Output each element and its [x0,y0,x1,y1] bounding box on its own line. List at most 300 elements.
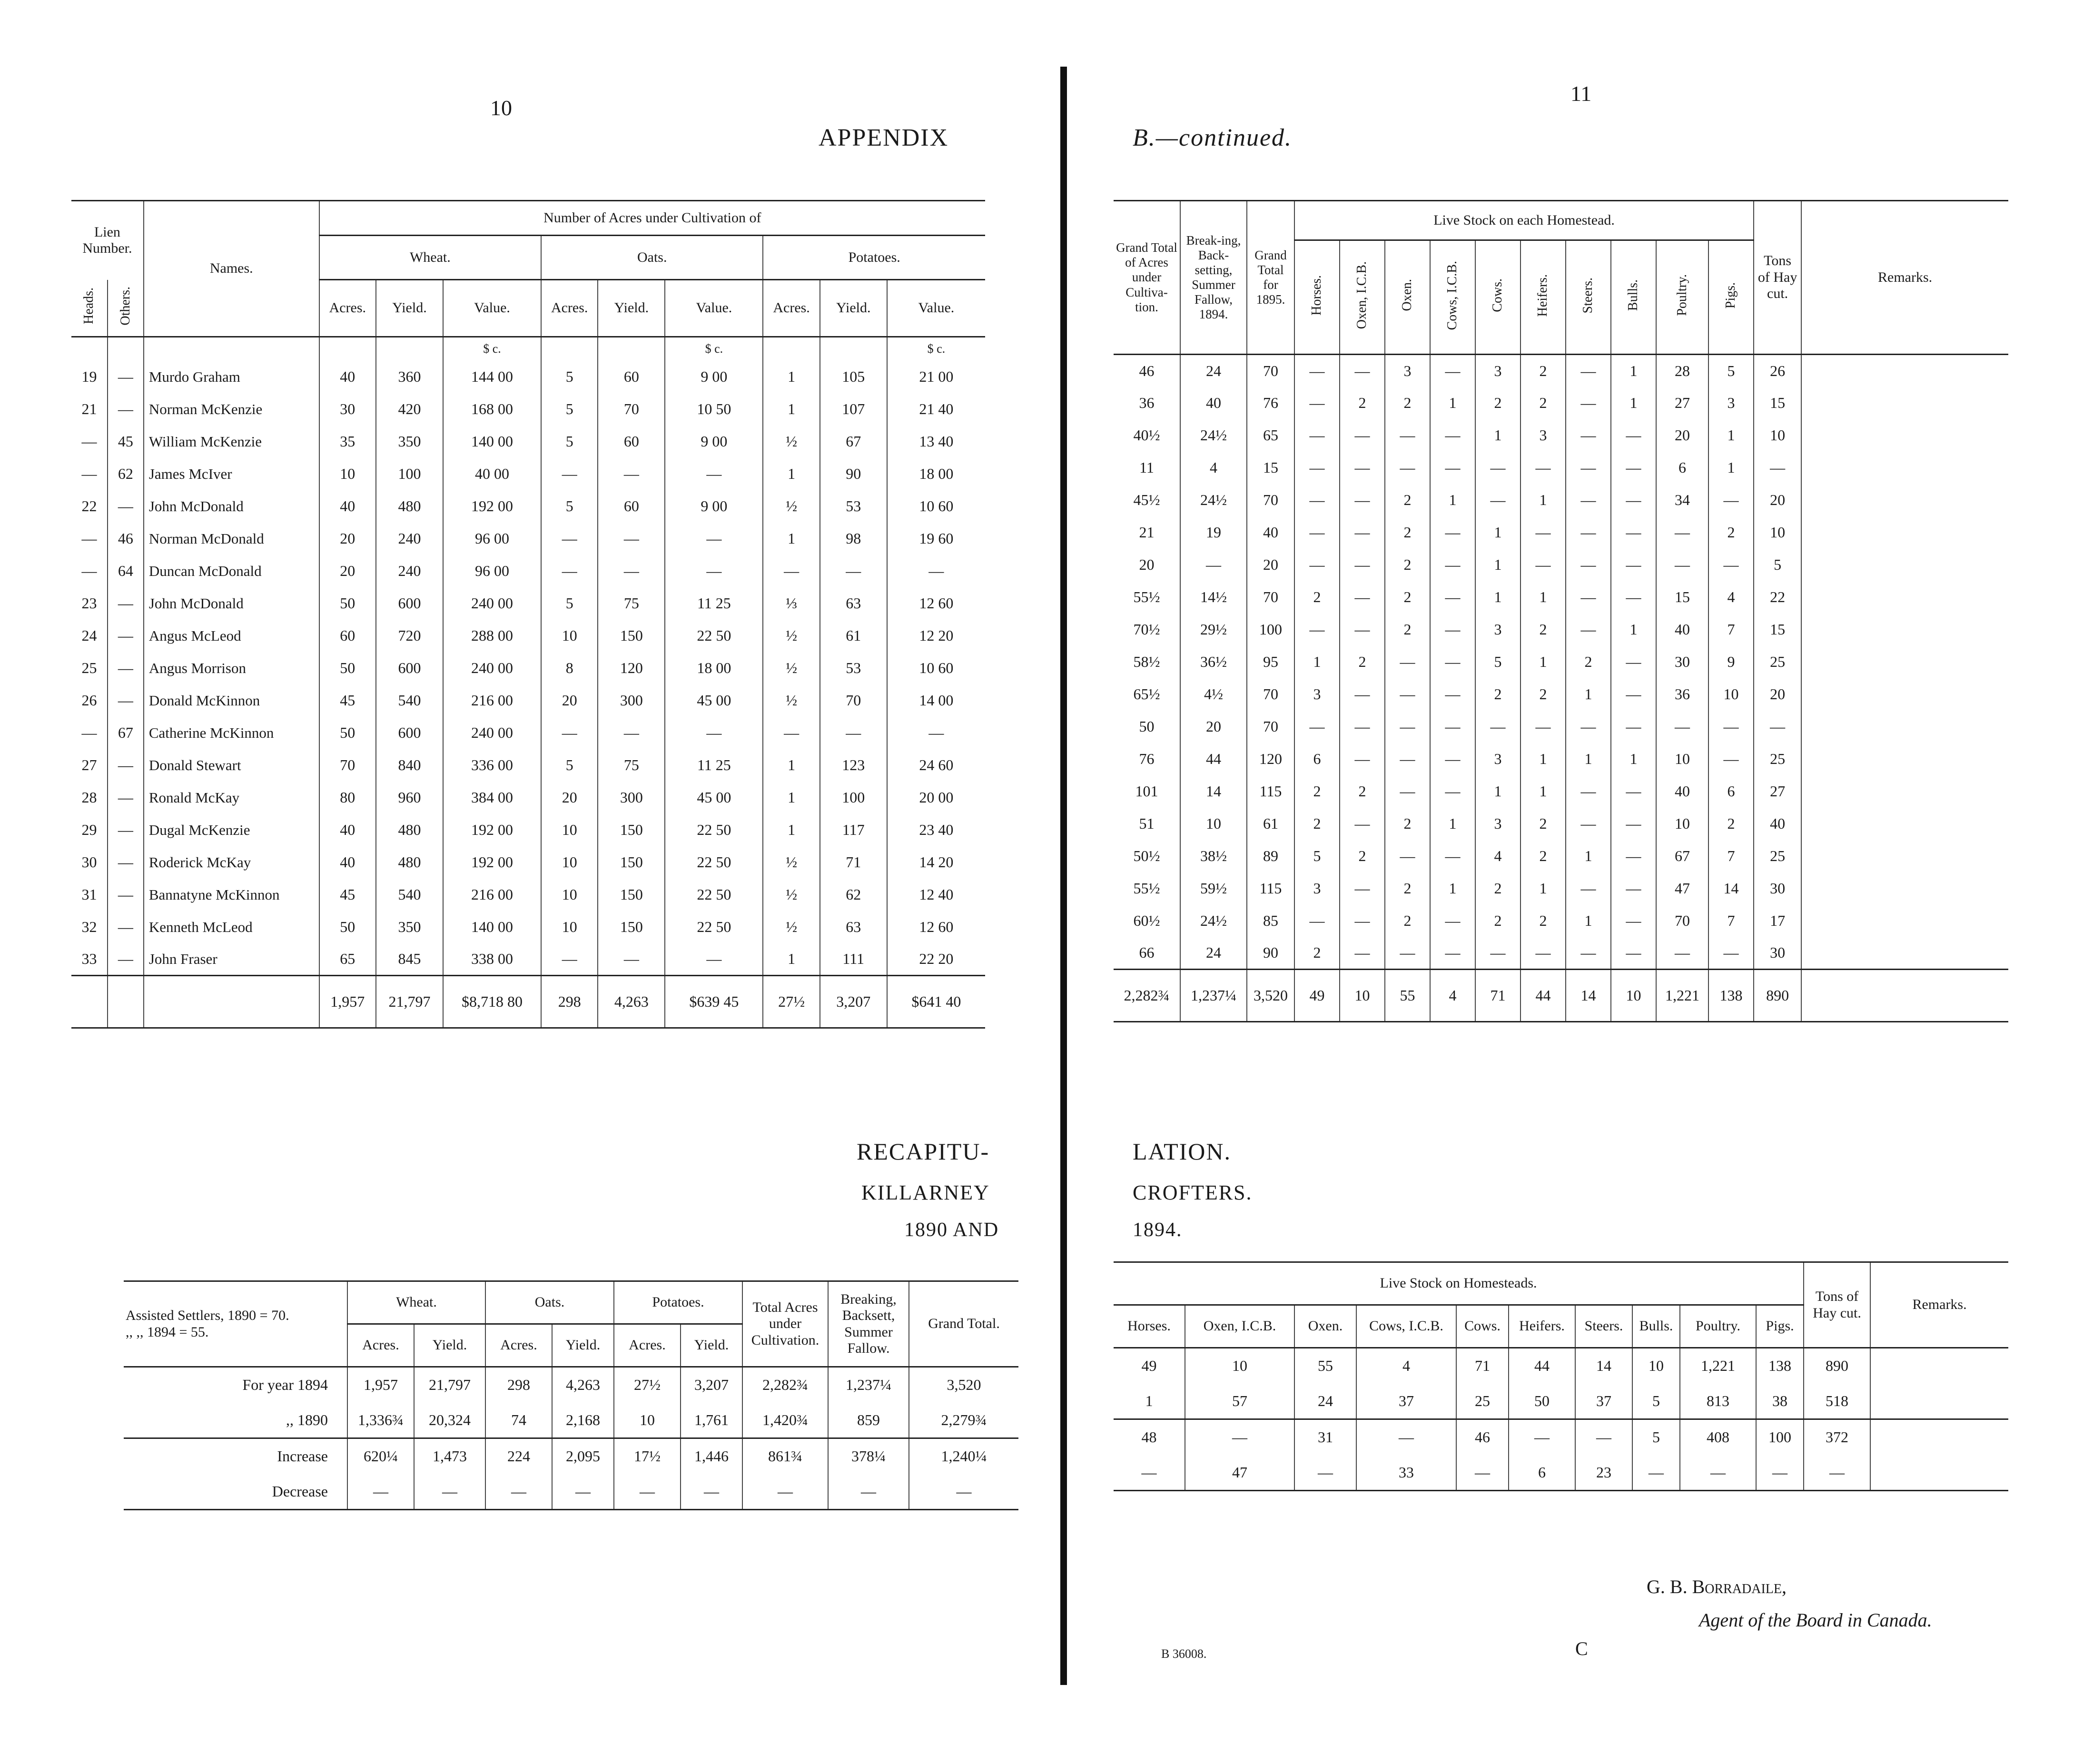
oats-value-cell: 9 00 [665,426,763,458]
data-cell: — [1611,775,1656,808]
data-cell: 1 [1475,775,1520,808]
data-cell: 60½ [1114,905,1180,937]
recap-cell: — [614,1474,681,1510]
total-cell: 14 [1566,970,1611,1022]
data-cell: — [1340,614,1385,646]
recap-stock-column-header: Cows, I.C.B. [1356,1305,1456,1348]
data-cell: — [1475,711,1520,743]
data-cell: 2 [1385,581,1430,614]
recap-wheat-yield: Yield. [414,1324,485,1367]
table-row [1114,484,2008,516]
others-cell: 64 [108,555,144,587]
oats-acres-cell: 8 [541,652,598,684]
data-cell: 100 [1247,614,1294,646]
potatoes-value-cell: 22 20 [919,950,954,968]
data-cell: 11 [1114,452,1180,484]
recap-cell: 372 [1804,1419,1870,1455]
data-cell: 2 [1475,678,1520,711]
recap-cell: — [1294,1455,1356,1491]
data-cell: 14 [1180,775,1247,808]
data-cell: 120 [1247,743,1294,775]
oats-value-header: Value. [665,280,763,337]
data-cell: 76 [1247,387,1294,419]
potatoes-acres-cell: 1 [763,943,819,976]
data-cell: — [1430,614,1475,646]
page-number: 10 [490,96,512,120]
potatoes-acres-cell: 1 [763,782,819,814]
recap-oats-acres: Acres. [485,1324,552,1367]
wheat-value-cell: 216 00 [443,879,541,911]
data-cell: 28 [1656,355,1708,387]
wheat-yield-cell: 600 [376,652,443,684]
data-cell: 61 [1247,808,1294,840]
data-cell: 1 [1430,484,1475,516]
heads-cell: 23 [71,587,108,620]
recap-cell: 2,168 [552,1403,614,1438]
remarks-cell [1801,355,2008,387]
data-cell: — [1385,711,1430,743]
wheat-header: Wheat. [319,236,541,280]
data-cell: 20 [1180,711,1247,743]
others-cell: — [108,846,144,879]
homestead-table-right [1114,200,2008,1022]
table-row [1114,355,2008,387]
signatory-name: G. B. Borradaile, [1647,1576,1787,1597]
recap-cell: 3,207 [681,1367,742,1403]
remarks-cell [1801,549,2008,581]
wheat-acres-cell: 50 [319,652,376,684]
potatoes-value-cell: — [928,562,944,579]
total-cell: 138 [1708,970,1754,1022]
potatoes-value-header: Value. [918,300,955,316]
recap-cell: 620¼ [347,1438,414,1474]
recap-cell: — [1756,1455,1804,1491]
data-cell: — [1430,646,1475,678]
wheat-acres-cell: 30 [319,393,376,426]
data-cell: — [1385,678,1430,711]
table-row [71,684,985,717]
wheat-acres-cell: 50 [319,717,376,749]
heads-cell: 27 [71,749,108,782]
data-cell: 10 [1754,516,1801,549]
others-cell: — [108,684,144,717]
data-cell: — [1294,355,1340,387]
oats-value-cell: 22 50 [665,620,763,652]
recap-cell: 33 [1356,1455,1456,1491]
data-cell: 50½ [1114,840,1180,872]
continued-heading: B.—continued. [1133,124,1293,151]
recap-cell: 138 [1756,1348,1804,1384]
data-cell: — [1430,516,1475,549]
oats-yield-cell: 70 [598,393,665,426]
data-cell: 2 [1520,840,1566,872]
wheat-acres-header: Acres. [319,280,376,337]
wheat-acres-cell: 20 [319,555,376,587]
data-cell: — [1566,872,1611,905]
data-cell: — [1430,840,1475,872]
data-cell: 27 [1656,387,1708,419]
data-cell: 1 [1708,452,1754,484]
data-cell: 2 [1385,549,1430,581]
name-cell: John Fraser [144,943,319,976]
data-cell: 2 [1385,905,1430,937]
potatoes-acres-cell: 1 [763,361,819,393]
data-cell: 20 [1656,419,1708,452]
data-cell: — [1611,808,1656,840]
right-page [1076,0,2093,1764]
potatoes-yield-cell: 53 [820,652,887,684]
table-row [71,782,985,814]
settlers-1894: ,, ,, 1894 = 55. [126,1324,209,1340]
data-cell: — [1340,743,1385,775]
data-cell: 2 [1385,516,1430,549]
recap-cell: 2,095 [552,1438,614,1474]
data-cell: 20 [1114,549,1180,581]
recap-cell: 1,240¼ [941,1447,987,1465]
data-cell: 15 [1247,452,1294,484]
oats-acres-cell: 20 [541,782,598,814]
wheat-acres-cell: 60 [319,620,376,652]
oats-acres-header: Acres. [541,280,598,337]
data-cell: 4 [1708,581,1754,614]
data-cell: 3 [1520,419,1566,452]
data-cell: 30 [1754,872,1801,905]
data-cell: 1 [1430,387,1475,419]
data-cell: — [1430,711,1475,743]
data-cell: 2 [1475,905,1520,937]
oats-acres-cell: 10 [541,911,598,943]
total-cell: 890 [1754,970,1801,1022]
total-cell: 2,282¾ [1114,970,1180,1022]
others-cell: 45 [108,426,144,458]
page-spine [1060,67,1067,1685]
recap-cell: 10 [1632,1348,1680,1384]
data-cell: 2 [1520,905,1566,937]
recap-years-right: 1894. [1133,1219,1183,1241]
potatoes-acres-cell: ½ [763,620,819,652]
table-row [71,490,985,523]
recap-cell: 2,282¾ [742,1367,828,1403]
table-row [71,393,985,426]
wheat-acres-cell: 40 [319,361,376,393]
data-cell: 70 [1247,581,1294,614]
wheat-value-cell: 192 00 [443,814,541,846]
table-row [1114,614,2008,646]
remarks-cell [1801,614,2008,646]
data-cell: 10 [1708,678,1754,711]
data-cell: 2 [1708,808,1754,840]
data-cell: 2 [1475,872,1520,905]
total-cell: 49 [1294,970,1340,1022]
table-row [71,523,985,555]
data-cell: — [1430,419,1475,452]
potatoes-yield-cell: 105 [820,361,887,393]
data-cell: — [1340,355,1385,387]
data-cell: 65 [1247,419,1294,452]
recap-cell: 14 [1575,1348,1632,1384]
data-cell: — [1385,419,1430,452]
remarks-cell [1801,581,2008,614]
oats-acres-cell: — [541,943,598,976]
recap-stock-column-header: Cows. [1456,1305,1509,1348]
data-cell: 25 [1754,840,1801,872]
others-cell: — [108,911,144,943]
data-cell: 50 [1114,711,1180,743]
recap-cell: 408 [1680,1419,1756,1455]
wheat-yield-cell: 600 [376,587,443,620]
recap-cell: 1,420¾ [742,1403,828,1438]
signature-mark: C [1575,1638,1588,1659]
data-cell: 1 [1475,419,1520,452]
data-cell: 2 [1385,387,1430,419]
potatoes-value-cell: 21 00 [919,368,954,385]
data-cell: 2 [1520,355,1566,387]
oats-acres-cell: 10 [541,814,598,846]
recap-cell: 859 [828,1403,909,1438]
data-cell: — [1611,872,1656,905]
data-cell: 1 [1430,808,1475,840]
recap-oats-header: Oats. [485,1281,614,1324]
heads-cell: 31 [71,879,108,911]
recap-cell: 1,957 [347,1367,414,1403]
data-cell: 10 [1180,808,1247,840]
data-cell: — [1294,419,1340,452]
heads-cell: 21 [71,393,108,426]
table-row [71,717,985,749]
data-cell: 7 [1708,905,1754,937]
data-cell: — [1708,937,1754,970]
wheat-yield-cell: 960 [376,782,443,814]
wheat-yield-cell: 480 [376,846,443,879]
recap-potatoes-header: Potatoes. [614,1281,742,1324]
data-cell: — [1340,711,1385,743]
data-cell: 59½ [1180,872,1247,905]
name-cell: Donald Stewart [144,749,319,782]
data-cell: 3 [1708,387,1754,419]
potatoes-value-cell: — [928,724,944,741]
table-row [71,814,985,846]
wheat-acres-cell: 70 [319,749,376,782]
recap-cell: 2,279¾ [941,1411,987,1428]
data-cell: — [1656,711,1708,743]
potatoes-acres-cell: 1 [763,814,819,846]
data-cell: 15 [1754,387,1801,419]
recap-row [124,1438,1018,1474]
grand-total-cultivation-header: Grand Total of Acres under Cultiva-tion. [1114,201,1180,355]
data-cell: — [1520,711,1566,743]
data-cell: 70½ [1114,614,1180,646]
name-cell: Norman McDonald [144,523,319,555]
wheat-value-cell: 168 00 [443,393,541,426]
data-cell: 2 [1708,516,1754,549]
remarks-cell [1801,516,2008,549]
total-cell: 10 [1340,970,1385,1022]
data-cell: 70 [1247,355,1294,387]
heads-cell: 29 [71,814,108,846]
oats-yield-cell: — [598,523,665,555]
recap-cell: 27½ [614,1367,681,1403]
recap-cell: — [1356,1419,1456,1455]
data-cell: — [1340,452,1385,484]
data-cell: 38½ [1180,840,1247,872]
recap-title-right: LATION. [1133,1138,1232,1165]
wheat-value-cell: 288 00 [443,620,541,652]
oats-yield-cell: 150 [598,846,665,879]
recap-cell: 3,520 [947,1376,981,1394]
data-cell: — [1656,937,1708,970]
potatoes-yield-cell: 63 [820,911,887,943]
data-cell: 55½ [1114,581,1180,614]
data-cell: 4 [1475,840,1520,872]
wheat-value-cell: 140 00 [443,911,541,943]
others-cell: — [108,393,144,426]
potatoes-yield-cell: 98 [820,523,887,555]
data-cell: 2 [1520,678,1566,711]
table-row [71,361,985,393]
heads-cell: — [71,717,108,749]
data-cell: — [1430,452,1475,484]
wheat-value-cell: 240 00 [443,717,541,749]
data-cell: 1 [1566,905,1611,937]
data-cell: 1 [1611,743,1656,775]
recap-cell: — [1185,1419,1294,1455]
data-cell: — [1430,905,1475,937]
data-cell: 2 [1520,614,1566,646]
table-row [71,587,985,620]
data-cell: 44 [1180,743,1247,775]
recap-cell: 25 [1456,1384,1509,1419]
recap-row-label: ,, 1890 [124,1403,347,1438]
recap-cell: 1,473 [414,1438,485,1474]
data-cell: 20 [1754,484,1801,516]
wheat-acres-cell: 45 [319,879,376,911]
recap-cell: 813 [1680,1384,1756,1419]
wheat-yield-cell: 480 [376,814,443,846]
heads-cell: 22 [71,490,108,523]
oats-value-cell: 18 00 [665,652,763,684]
remarks-cell [1870,1348,2008,1384]
recap-row [1114,1455,2008,1491]
recap-cell: 50 [1509,1384,1575,1419]
data-cell: — [1611,646,1656,678]
oats-yield-cell: — [598,458,665,490]
oats-acres-cell: 5 [541,490,598,523]
stock-column-header: Pigs. [1708,240,1754,355]
potatoes-value-cell: 18 00 [919,465,954,482]
recap-rows-right [1114,1348,2008,1491]
recap-cell: 1,336¾ [347,1403,414,1438]
data-cell: 115 [1247,775,1294,808]
data-cell: 40½ [1114,419,1180,452]
wheat-acres-cell: 50 [319,911,376,943]
data-cell: 58½ [1114,646,1180,678]
data-cell: 76 [1114,743,1180,775]
remarks-cell [1870,1384,2008,1419]
potatoes-yield-header: Yield. [820,280,887,337]
recap-stock-column-header: Steers. [1575,1305,1632,1348]
recap-potatoes-acres: Acres. [614,1324,681,1367]
data-cell: — [1611,840,1656,872]
stock-column-header: Poultry. [1656,240,1708,355]
data-cell: — [1340,678,1385,711]
potatoes-acres-cell: ⅓ [763,587,819,620]
recap-cell: — [956,1482,972,1500]
total-cell: 10 [1611,970,1656,1022]
others-cell: — [108,587,144,620]
table-row [71,943,985,976]
oats-value-cell: 22 50 [665,879,763,911]
wheat-value-cell: 336 00 [443,749,541,782]
recap-cell: — [1680,1455,1756,1491]
recap-row-label: Decrease [124,1474,347,1510]
stock-column-header: Horses. [1294,240,1340,355]
potatoes-acres-header: Acres. [763,280,819,337]
recap-cell: 298 [485,1367,552,1403]
wheat-yield-cell: 480 [376,490,443,523]
total-oats-acres: 298 [541,976,598,1028]
data-cell: — [1566,808,1611,840]
wheat-value-cell: 384 00 [443,782,541,814]
appendix-heading: APPENDIX [819,124,949,151]
potatoes-value-cell: 14 20 [919,853,954,871]
oats-value-cell: — [665,458,763,490]
potatoes-value-cell: 19 60 [919,530,954,547]
others-cell: — [108,361,144,393]
heads-cell: 25 [71,652,108,684]
recap-wheat-acres: Acres. [347,1324,414,1367]
table-row [1114,872,2008,905]
data-cell: 2 [1475,387,1520,419]
data-cell: 5 [1708,355,1754,387]
oats-yield-cell: 60 [598,361,665,393]
data-cell: — [1754,452,1801,484]
potatoes-acres-cell: — [763,555,819,587]
data-cell: — [1430,775,1475,808]
recap-remarks-header: Remarks. [1912,1297,1967,1313]
data-cell: — [1566,452,1611,484]
name-cell: Kenneth McLeod [144,911,319,943]
potatoes-yield-cell: 107 [820,393,887,426]
data-cell: 29½ [1180,614,1247,646]
recap-total-acres-header: Total Acres under Cultivation. [742,1281,828,1367]
remarks-cell [1801,646,2008,678]
data-cell: — [1754,711,1801,743]
data-cell: 47 [1656,872,1708,905]
potatoes-yield-cell: 111 [820,943,887,976]
remarks-cell [1801,937,2008,970]
name-cell: Roderick McKay [144,846,319,879]
oats-acres-cell: — [541,717,598,749]
potatoes-value-cell: 12 20 [919,627,954,644]
others-header: Others. [118,286,133,326]
heads-cell: 26 [71,684,108,717]
data-cell: — [1340,937,1385,970]
recap-cell: 17½ [614,1438,681,1474]
name-cell: James McIver [144,458,319,490]
data-cell: 2 [1385,808,1430,840]
data-cell: 89 [1247,840,1294,872]
data-cell: 1 [1566,678,1611,711]
data-cell: 4½ [1180,678,1247,711]
name-cell: Dugal McKenzie [144,814,319,846]
recap-cell: 57 [1185,1384,1294,1419]
data-cell: 5 [1475,646,1520,678]
data-cell: 25 [1754,743,1801,775]
data-cell: 15 [1656,581,1708,614]
recap-cell: 74 [485,1403,552,1438]
oats-acres-cell: 20 [541,684,598,717]
data-cell: 2 [1340,775,1385,808]
